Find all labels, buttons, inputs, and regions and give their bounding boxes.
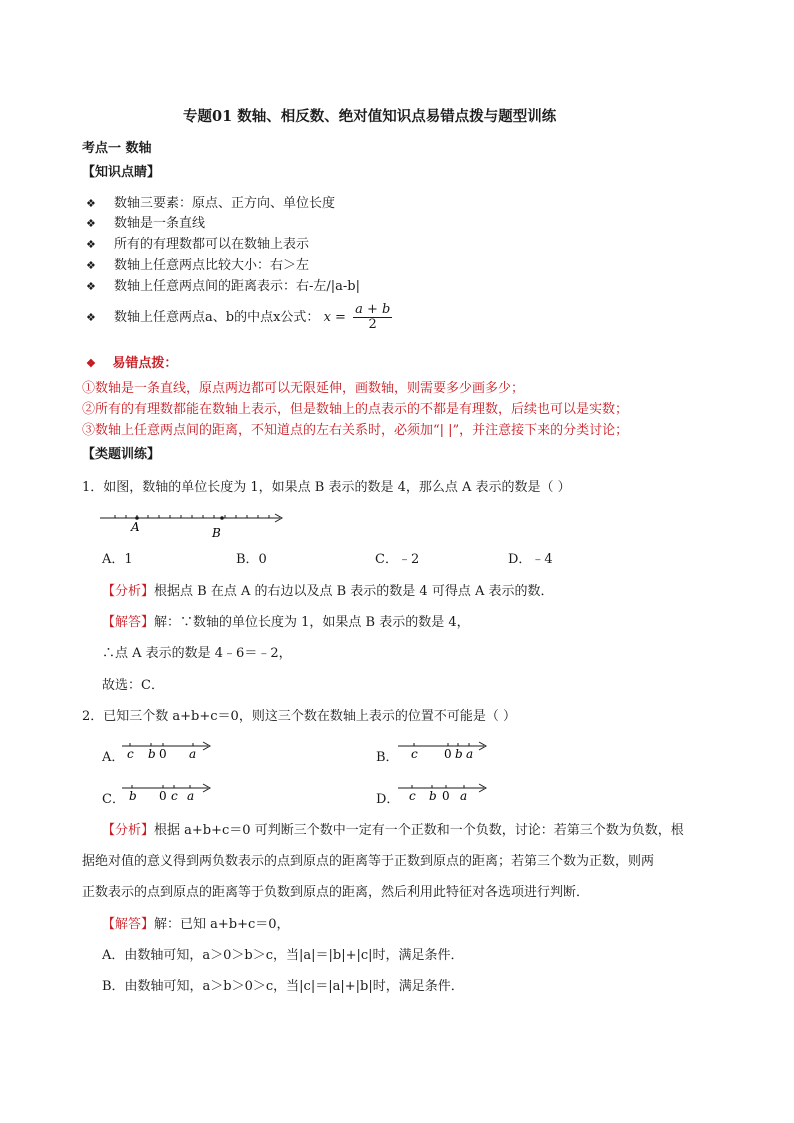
bullet-icon: ❖ <box>86 238 96 251</box>
q2-stem: 2．已知三个数 a+b+c＝0，则这三个数在数轴上表示的位置不可能是（ ） <box>82 709 516 724</box>
point-a-label: A <box>131 520 140 534</box>
formula-lhs: x = <box>323 310 346 325</box>
knowledge-header: 【知识点睛】 <box>82 165 161 180</box>
knowledge-text: 数轴是一条直线 <box>114 216 206 231</box>
axis-label: a <box>187 789 195 803</box>
axis-label: a <box>189 747 197 761</box>
axis-label: b <box>429 789 437 803</box>
q1-option-a[interactable]: A．1 <box>102 552 133 567</box>
q1-analysis <box>102 583 554 601</box>
axis-label: 0 <box>159 747 167 761</box>
q2-option-a-label[interactable]: A． <box>102 750 125 765</box>
q2-option-d-label[interactable]: D． <box>376 792 400 807</box>
q1-answer-line: ∴点 A 表示的数是 4﹣6＝﹣2， <box>102 646 292 661</box>
pitfall-header: 易错点拨： <box>112 356 178 371</box>
q2-answer-line: A．由数轴可知，a＞0＞b＞c，当|a|＝|b|+|c|时，满足条件． <box>102 948 464 963</box>
q2-answer-line: B．由数轴可知，a＞b＞0＞c，当|c|＝|a|+|b|时，满足条件． <box>102 979 464 994</box>
pitfall-header-row <box>86 355 177 373</box>
answer-tag: 【解答】 <box>102 917 155 932</box>
point-b-marker <box>220 516 224 520</box>
knowledge-item <box>86 195 335 213</box>
answer-text: 解：∵数轴的单位长度为 1，如果点 B 表示的数是 4， <box>154 615 470 630</box>
bullet-icon: ❖ <box>86 197 96 210</box>
q1-number-line <box>95 506 295 540</box>
analysis-text: 根据点 B 在点 A 的右边以及点 B 表示的数是 4 可得点 A 表示的数． <box>154 584 554 599</box>
q2-analysis-line <box>102 822 684 840</box>
fraction-denominator: 2 <box>368 317 377 332</box>
section-heading: 考点一 数轴 <box>82 141 152 156</box>
point-b-label: B <box>212 526 221 540</box>
bullet-icon: ❖ <box>86 217 96 230</box>
analysis-tag: 【分析】 <box>102 823 155 838</box>
q2-analysis-line: 据绝对值的意义得到两负数表示的点到原点的距离等于正数到原点的距离；若第三个数为正数，则两 <box>82 854 655 869</box>
fraction-numerator: a + b <box>355 302 391 317</box>
bullet-icon: ❖ <box>86 280 96 293</box>
q1-stem: 1．如图，数轴的单位长度为 1，如果点 B 表示的数是 4，那么点 A 表示的数是（ ） <box>82 480 571 495</box>
axis-label: c <box>411 747 418 761</box>
axis-label: a <box>460 789 468 803</box>
axis-label: b <box>455 747 463 761</box>
q1-answer-line <box>102 614 470 632</box>
q2-option-c-label[interactable]: C． <box>102 792 125 807</box>
q2-option-b-label[interactable]: B． <box>376 750 399 765</box>
bullet-icon: ❖ <box>86 357 96 370</box>
axis-label: c <box>127 747 134 761</box>
answer-text: 解：已知 a+b+c＝0， <box>154 917 290 932</box>
analysis-tag: 【分析】 <box>102 584 155 599</box>
q2-answer-line <box>102 916 290 934</box>
axis-label: c <box>409 789 416 803</box>
axis-label: 0 <box>159 789 167 803</box>
pitfall-item: ①数轴是一条直线，原点两边都可以无限延伸，画数轴，则需要多少画多少； <box>82 381 525 396</box>
q2-option-b-number-line[interactable] <box>396 737 496 763</box>
knowledge-text: 数轴上任意两点间的距离表示：右-左/|a-b| <box>114 279 361 294</box>
q2-analysis-line: 正数表示的点到原点的距离等于负数到原点的距离，然后利用此特征对各选项进行判断． <box>82 885 590 900</box>
q1-option-b[interactable]: B．0 <box>236 552 267 567</box>
training-header: 【类题训练】 <box>82 447 161 462</box>
knowledge-text: 数轴上任意两点比较大小：右＞左 <box>114 258 310 273</box>
bullet-icon: ❖ <box>86 311 96 324</box>
knowledge-item <box>86 278 360 296</box>
axis-label: 0 <box>442 789 450 803</box>
knowledge-text: 所有的有理数都可以在数轴上表示 <box>114 237 310 252</box>
knowledge-item <box>86 257 309 275</box>
q2-option-d-number-line[interactable] <box>396 779 496 805</box>
q1-answer-line: 故选：C． <box>102 678 164 693</box>
knowledge-item <box>86 215 205 233</box>
knowledge-text: 数轴三要素：原点、正方向、单位长度 <box>114 196 336 211</box>
midpoint-fraction <box>353 303 392 332</box>
q2-option-c-number-line[interactable] <box>120 779 220 805</box>
q2-option-a-number-line[interactable] <box>120 737 220 763</box>
document-title: 专题01 数轴、相反数、绝对值知识点易错点拨与题型训练 <box>183 108 557 125</box>
knowledge-item <box>86 236 309 254</box>
bullet-icon: ❖ <box>86 259 96 272</box>
knowledge-item <box>86 303 392 333</box>
axis-label: a <box>466 747 474 761</box>
q1-option-c[interactable]: C．﹣2 <box>375 552 420 567</box>
axis-label: b <box>148 747 156 761</box>
pitfall-item: ②所有的有理数都能在数轴上表示，但是数轴上的点表示的不都是有理数，后续也可以是实数； <box>82 402 629 417</box>
pitfall-item: ③数轴上任意两点间的距离，不知道点的左右关系时，必须加“| |”，并注意接下来的分类讨论； <box>82 423 629 438</box>
axis-label: 0 <box>444 747 452 761</box>
q1-option-d[interactable]: D．﹣4 <box>508 552 553 567</box>
answer-tag: 【解答】 <box>102 615 155 630</box>
knowledge-text: 数轴上任意两点a、b的中点x公式： <box>114 310 320 325</box>
axis-label: b <box>129 789 137 803</box>
axis-label: c <box>171 789 178 803</box>
analysis-text: 根据 a+b+c＝0 可判断三个数中一定有一个正数和一个负数，讨论：若第三个数为负数，根 <box>154 823 684 838</box>
